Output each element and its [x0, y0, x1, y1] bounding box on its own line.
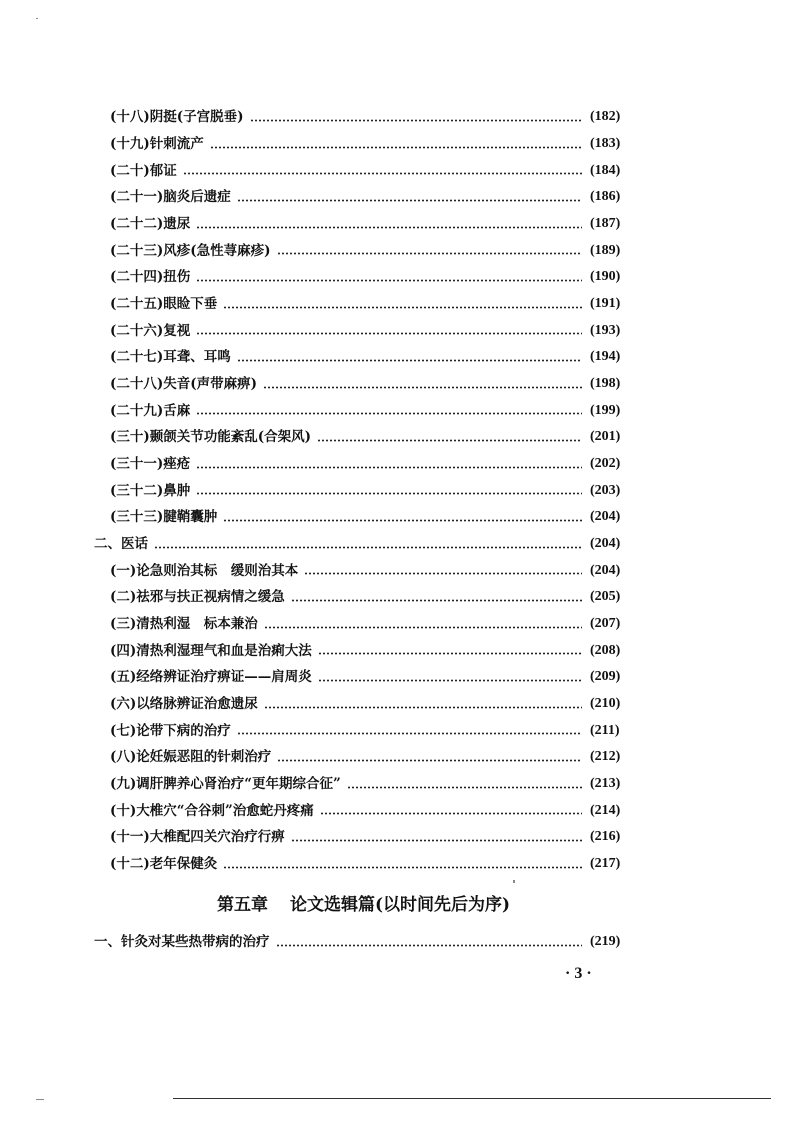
toc-entry-page: (201): [590, 429, 621, 445]
toc-entry-title: (三十一)痤疮: [110, 456, 191, 473]
toc-entry[interactable]: [0, 504, 793, 531]
toc-entry-title: (十一)大椎配四关穴治疗行痹: [110, 829, 285, 846]
dot-leader: [223, 306, 582, 309]
dot-leader: [277, 252, 582, 255]
toc-entry[interactable]: [0, 824, 793, 851]
dot-leader: [264, 706, 582, 709]
dot-leader: [196, 226, 582, 229]
toc-entry-page: (208): [590, 642, 621, 658]
toc-entry[interactable]: [0, 371, 793, 398]
toc-entry-title: (二十二)遗尿: [110, 216, 191, 233]
toc-entry-title: (二十四)扭伤: [110, 269, 191, 286]
toc-entry-page: (191): [590, 296, 621, 312]
toc-entry[interactable]: [0, 451, 793, 478]
scan-speck: [36, 18, 38, 19]
toc-entry-title: (二十一)脑炎后遗症: [110, 189, 231, 206]
dot-leader: [237, 359, 582, 362]
toc-entry-title: (五)经络辨证治疗痹证——肩周炎: [110, 669, 312, 686]
toc-entry-title: (三十三)腱鞘囊肿: [110, 509, 218, 526]
toc-entry[interactable]: [0, 264, 793, 291]
dot-leader: [196, 412, 582, 415]
toc-entry-title: (三)清热利湿 标本兼治: [110, 616, 258, 633]
toc-entry-page: (194): [590, 349, 621, 365]
toc-entry[interactable]: [0, 211, 793, 238]
toc-entry-title: (二)祛邪与扶正视病情之缓急: [110, 589, 285, 606]
toc-entry-title: (六)以络脉辨证治愈遗尿: [110, 696, 258, 713]
scan-speck: [36, 1099, 44, 1100]
page-number: · 3 ·: [565, 965, 592, 982]
toc-entry-title: (十八)阴挺(子宫脱垂): [110, 109, 244, 126]
dot-leader: [347, 786, 582, 789]
dot-leader: [318, 652, 582, 655]
toc-entry[interactable]: [0, 797, 793, 824]
toc-entry[interactable]: [0, 691, 793, 718]
toc-entry[interactable]: [0, 851, 793, 878]
toc-entry-title: (二十)郁证: [110, 162, 177, 179]
dot-leader: [320, 812, 582, 815]
toc-entry-page: (184): [590, 162, 621, 178]
dot-leader: [277, 759, 582, 762]
toc-entry-title: (十九)针刺流产: [110, 136, 204, 152]
toc-entry-page: (199): [590, 402, 621, 418]
dot-leader: [183, 172, 582, 175]
toc-entry-page: (189): [590, 242, 621, 258]
toc-entry-page: (203): [590, 482, 621, 498]
table-of-contents: [0, 104, 793, 877]
toc-entry-title: (十二)老年保健灸: [110, 856, 218, 873]
toc-entry[interactable]: [0, 664, 793, 691]
dot-leader: [223, 866, 582, 869]
toc-entry-title: 二、医话: [94, 536, 148, 553]
dot-leader: [237, 732, 582, 735]
toc-entry[interactable]: [0, 717, 793, 744]
toc-entry[interactable]: [0, 637, 793, 664]
dot-leader: [318, 679, 582, 682]
toc-entry-title: (二十九)舌麻: [110, 402, 191, 419]
toc-entry[interactable]: [0, 184, 793, 211]
dot-leader: [291, 599, 582, 602]
toc-entry-page: (193): [590, 322, 621, 338]
toc-entry-page: (217): [590, 856, 621, 872]
toc-entry-title: (二十七)耳聋、耳鸣: [110, 349, 231, 366]
dot-leader: [196, 332, 582, 335]
toc-entry-title: (一)论急则治其标 缓则治其本: [110, 562, 299, 579]
dot-leader: [250, 119, 582, 122]
dot-leader: [196, 279, 582, 282]
toc-entry[interactable]: [0, 771, 793, 798]
toc-entry[interactable]: [0, 131, 793, 158]
toc-entry-title: (九)调肝脾养心肾治疗“更年期综合征”: [110, 776, 341, 793]
toc-entry[interactable]: [0, 291, 793, 318]
toc-entry[interactable]: [0, 531, 793, 558]
toc-entry-page: (204): [590, 562, 621, 578]
toc-entry-page: (183): [590, 136, 621, 151]
toc-entry-page: (219): [590, 934, 621, 950]
toc-entry-title: (二十六)复视: [110, 322, 191, 339]
dot-leader: [264, 626, 582, 629]
chapter-heading: [0, 893, 793, 917]
toc-entry-title: (二十三)风疹(急性荨麻疹): [110, 242, 271, 259]
toc-entry-page: (186): [590, 189, 621, 205]
toc-entry[interactable]: [0, 557, 793, 584]
toc-entry-page: (214): [590, 802, 621, 818]
toc-entry-page: (216): [590, 829, 621, 845]
toc-entry[interactable]: [0, 104, 793, 131]
toc-entry-title: (三十)颞颌关节功能紊乱(合架风): [110, 429, 312, 446]
toc-entry-page: (187): [590, 216, 621, 232]
toc-entry-page: (210): [590, 696, 621, 712]
toc-entry-page: (182): [590, 109, 621, 125]
toc-entry-title: (三十二)鼻肿: [110, 482, 191, 499]
toc-entry-title: (二十五)眼睑下垂: [110, 296, 218, 313]
toc-entry-page: (202): [590, 456, 621, 472]
toc-entry-title: 一、针灸对某些热带病的治疗: [94, 934, 270, 951]
toc-entry[interactable]: [0, 611, 793, 638]
dot-leader: [196, 492, 582, 495]
toc-entry-page: (205): [590, 589, 621, 605]
toc-entry[interactable]: [0, 344, 793, 371]
toc-entry[interactable]: [0, 744, 793, 771]
scan-speck: [513, 880, 515, 883]
chapter-title: 论文选辑篇(以时间先后为序): [289, 895, 511, 915]
toc-entry[interactable]: [0, 157, 793, 184]
toc-entry[interactable]: [0, 477, 793, 504]
toc-entry[interactable]: [0, 237, 793, 264]
dot-leader: [317, 439, 582, 442]
toc-entry-page: (209): [590, 669, 621, 685]
toc-entry[interactable]: [0, 317, 793, 344]
toc-entry-page: (207): [590, 616, 621, 632]
toc-entry-chapter[interactable]: [0, 929, 793, 956]
toc-entry-page: (204): [590, 509, 621, 525]
toc-entry[interactable]: [0, 584, 793, 611]
toc-entry[interactable]: [0, 424, 793, 451]
toc-entry-page: (213): [590, 776, 621, 792]
toc-entry-page: (212): [590, 749, 621, 765]
toc-entry-title: (八)论妊娠恶阻的针刺治疗: [110, 749, 272, 766]
dot-leader: [154, 546, 582, 549]
toc-entry-title: (七)论带下病的治疗: [110, 722, 231, 739]
toc-entry-page: (198): [590, 376, 621, 392]
dot-leader: [223, 519, 582, 522]
toc-entry-page: (190): [590, 269, 621, 285]
dot-leader: [263, 386, 582, 389]
toc-entry-title: (四)清热利湿理气和血是治痢大法: [110, 642, 312, 659]
dot-leader: [304, 572, 582, 575]
toc-entry-title: (十)大椎穴“合谷刺”治愈蛇丹疼痛: [110, 802, 314, 819]
dot-leader: [276, 944, 583, 947]
toc-entry-title: (二十八)失音(声带麻痹): [110, 376, 258, 393]
toc-entry-page: (204): [590, 536, 621, 552]
bottom-rule: [173, 1098, 771, 1099]
dot-leader: [196, 466, 582, 469]
chapter-number: 第五章: [216, 895, 268, 915]
toc-entry[interactable]: [0, 397, 793, 424]
dot-leader: [291, 839, 582, 842]
dot-leader: [210, 146, 582, 149]
dot-leader: [237, 199, 582, 202]
toc-entry-page: (211): [590, 722, 620, 738]
